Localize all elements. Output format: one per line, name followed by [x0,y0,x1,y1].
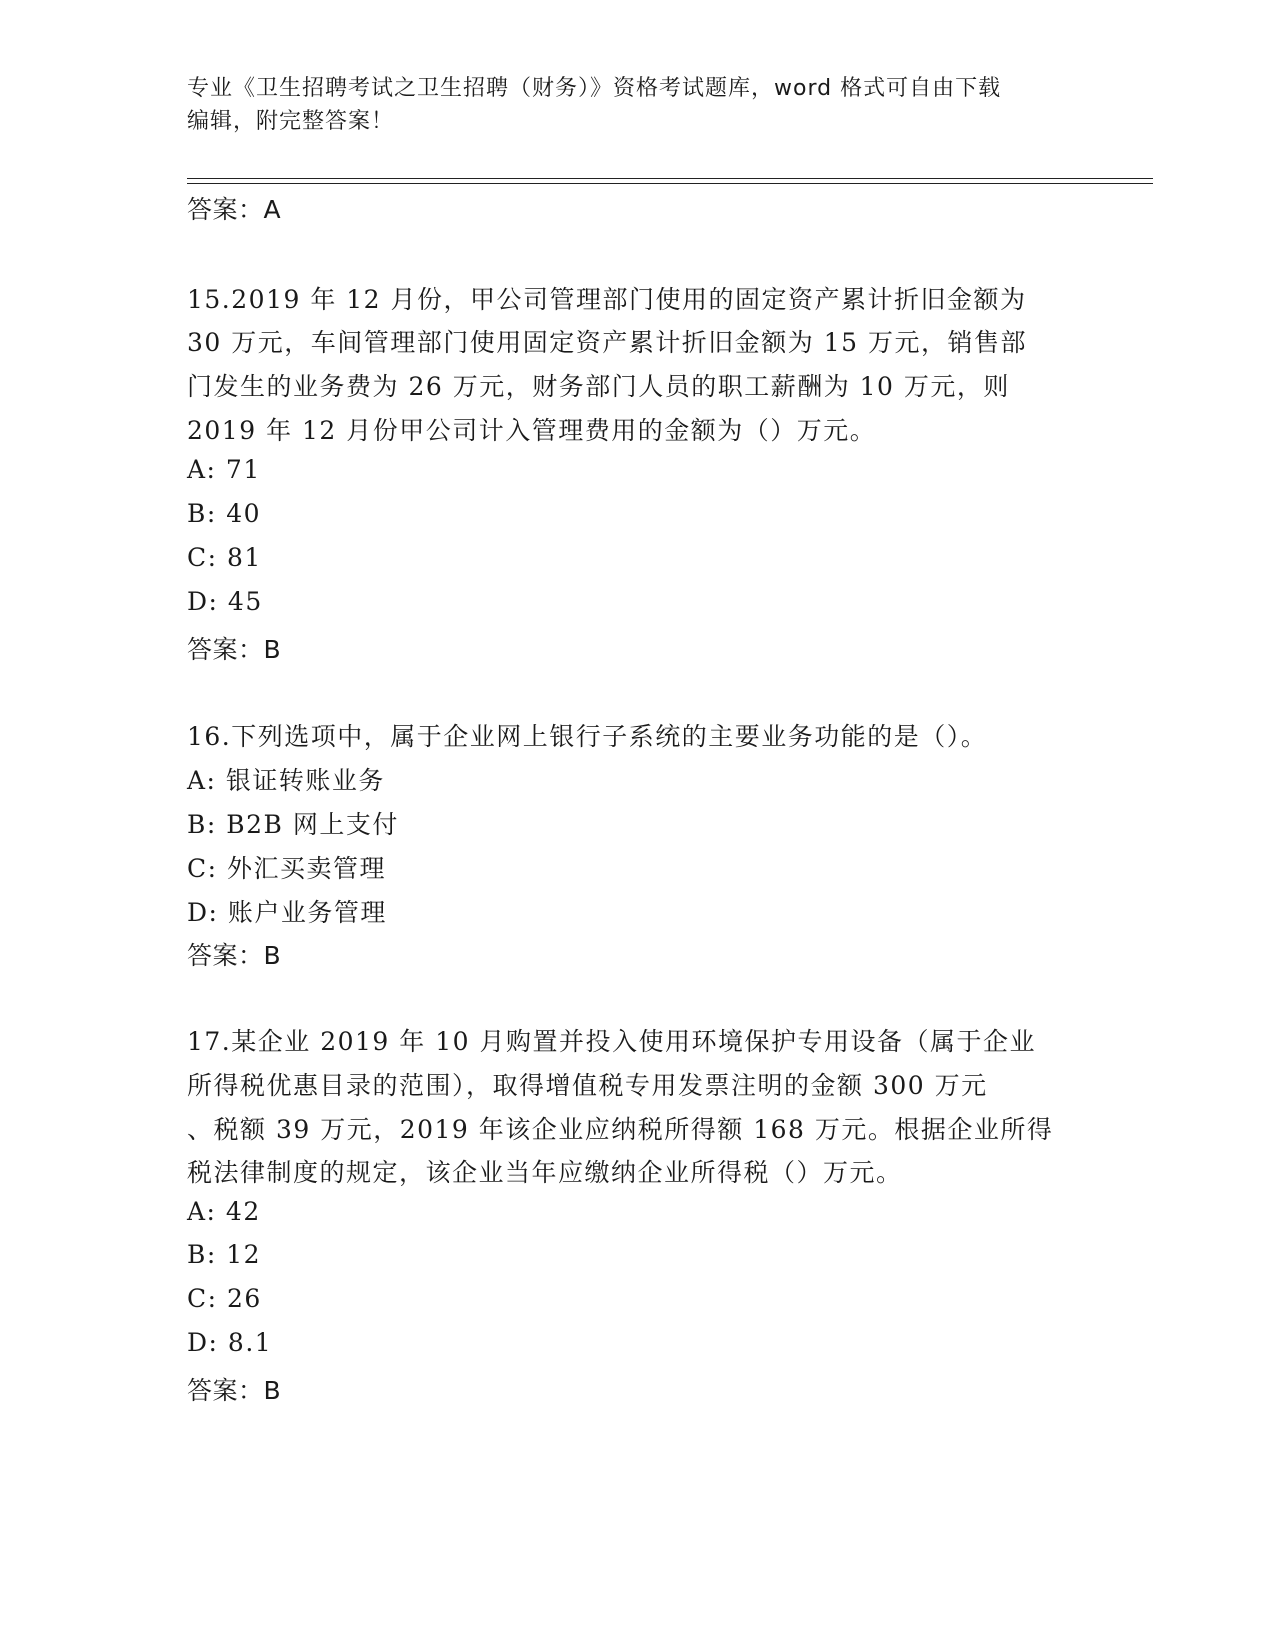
answer-label: 答案： [187,941,264,970]
question-15-option-a: A: 71 [187,455,261,484]
question-15-stem-line-2: 30 万元，车间管理部门使用固定资产累计折旧金额为 15 万元，销售部 [187,328,1027,357]
question-15-stem-line-4: 2019 年 12 月份甲公司计入管理费用的金额为（）万元。 [187,416,877,445]
question-17-option-a: A: 42 [187,1197,261,1226]
answer-value: B [263,941,281,970]
question-16-option-a: A: 银证转账业务 [187,766,385,795]
question-17-stem-line-3: 、税额 39 万元，2019 年该企业应纳税所得额 168 万元。根据企业所得 [187,1115,1054,1144]
header-line-2: 编辑，附完整答案！ [187,109,395,134]
question-17-stem-line-1: 17.某企业 2019 年 10 月购置并投入使用环境保护专用设备（属于企业 [187,1027,1036,1056]
question-16-option-b: B: B2B 网上支付 [187,810,399,839]
answer-value: B [263,635,281,664]
header-divider-top [187,178,1153,179]
question-17-option-c: C: 26 [187,1284,262,1313]
question-16-option-d: D: 账户业务管理 [187,898,387,927]
answer-label: 答案： [187,1376,264,1405]
question-15-option-c: C: 81 [187,543,262,572]
answer-value: B [263,1376,281,1405]
header-line-1: 专业《卫生招聘考试之卫生招聘（财务）》资格考试题库，word 格式可自由下载 [187,76,1002,101]
header-divider-bottom [187,183,1153,184]
question-15-option-b: B: 40 [187,499,262,528]
answer-prev [187,190,281,226]
question-17-option-b: B: 12 [187,1240,262,1269]
question-17-answer [187,1371,281,1407]
question-17-stem-line-4: 税法律制度的规定，该企业当年应缴纳企业所得税（）万元。 [187,1158,903,1187]
question-16-stem-line-1: 16.下列选项中，属于企业网上银行子系统的主要业务功能的是（）。 [187,722,988,751]
answer-label: 答案： [187,195,264,224]
document-header [187,72,1087,138]
question-16-answer [187,936,281,972]
question-17-stem-line-2: 所得税优惠目录的范围），取得增值税专用发票注明的金额 300 万元 [187,1071,988,1100]
question-17-option-d: D: 8.1 [187,1328,273,1357]
answer-label: 答案： [187,635,264,664]
question-15-stem-line-1: 15.2019 年 12 月份，甲公司管理部门使用的固定资产累计折旧金额为 [187,285,1027,314]
question-15-stem-line-3: 门发生的业务费为 26 万元，财务部门人员的职工薪酬为 10 万元，则 [187,372,1010,401]
answer-value: A [263,195,281,224]
question-15-answer [187,630,281,666]
question-16-option-c: C: 外汇买卖管理 [187,854,386,883]
question-15-option-d: D: 45 [187,587,263,616]
